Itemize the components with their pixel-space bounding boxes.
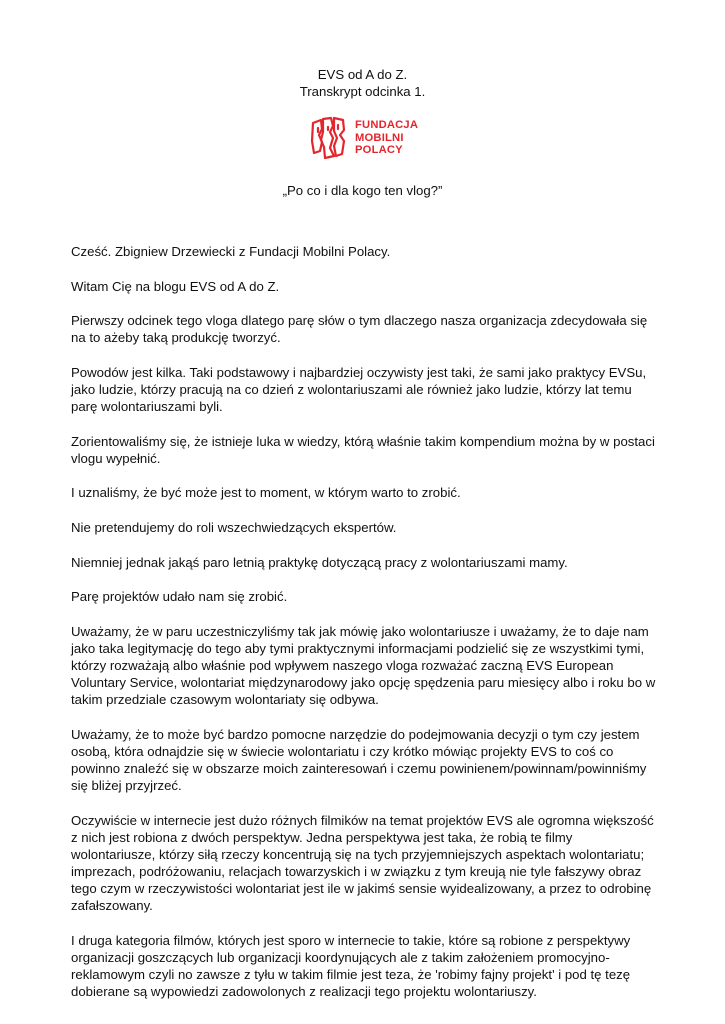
paragraph: Parę projektów udało nam się zrobić. [71, 589, 288, 605]
logo-line-2: MOBILNI [355, 131, 404, 144]
paragraph: Uważamy, że to może być bardzo pomocne narzędzie do podejmowania decyzji o tym czy jestem osobą, która odnajdzie się w świecie wolontariatu i czy krótko mówiąc projekty EVS to coś co powinno znaleźć się w obszarze moich zainteresowań i czemu powinienem/powinnam/powinniśmy się bliżej przyjrzeć. [71, 726, 647, 793]
document-subtitle: Transkrypt odcinka 1. [299, 84, 426, 99]
paragraph: Zorientowaliśmy się, że istnieje luka w wiedzy, którą właśnie takim kompendium można by w postaci vlogu wypełnić. [71, 433, 655, 466]
paragraph: I druga kategoria filmów, których jest sporo w internecie to takie, które są robione z perspektywy organizacji goszczących lub organizacji koordynujących ale z takim założeniem promocyjno-reklamowym czyli no zawsze z tyłu w takim filmie jest teza, że 'robimy fajny projekt' i pod tę tezę dobierane są wypowiedzi zadowolonych z realizacji tego projektu wolontariuszy. [71, 932, 631, 999]
paragraph: Oczywiście w internecie jest dużo różnych filmików na temat projektów EVS ale ogromna większość z nich jest robiona z dwóch perspektyw. Jedna perspektywa jest taka, że robią te filmy wolontariusze, którzy siłą rzeczy koncentrują się na tych przyjemniejszych aspektach wolontariatu; imprezach, podróżowaniu, relacjach towarzyskich i w związku z tym kreują nie tyle fałszywy obraz tego czym w rzeczywistości wolontariat jest ile w jakimś sensie wyidealizowany, a przez to odrobinę zafałszowany. [71, 812, 654, 914]
episode-question: „Po co i dla kogo ten vlog?” [282, 183, 443, 198]
foundation-logo-icon [310, 115, 352, 161]
transcript-body [71, 243, 659, 1018]
paragraph: Pierwszy odcinek tego vloga dlatego parę słów o tym dlaczego nasza organizacja zdecydowała się na to ażeby taką produkcję tworzyć. [71, 313, 648, 346]
paragraph: Cześć. Zbigniew Drzewiecki z Fundacji Mobilni Polacy. [71, 244, 391, 259]
paragraph: Nie pretendujemy do roli wszechwiedzących ekspertów. [71, 519, 397, 535]
paragraph: Niemniej jednak jakąś paro letnią praktykę dotyczącą pracy z wolontariuszami mamy. [71, 554, 568, 570]
foundation-logo [310, 114, 422, 162]
document-title: EVS od A do Z. [317, 67, 408, 82]
foundation-logo-text [355, 119, 418, 157]
logo-line-1: FUNDACJA [355, 119, 419, 132]
document-header [0, 66, 725, 100]
paragraph: Witam Cię na blogu EVS od A do Z. [71, 278, 280, 294]
paragraph: Uważamy, że w paru uczestniczyliśmy tak jak mówię jako wolontariusze i uważamy, że to daje nam jako taka legitymację do tego aby tymi praktycznymi informacjami podzielić się ze wszystkimi tymi, którzy rozważają albo właśnie pod wpływem naszego vloga rozważać zaczną EVS European Voluntary Service, wolontariat międzynarodowy jako opcję spędzenia paru miesięcy albo i roku bo w takim przedziale czasowym wolontariaty się odbywa. [71, 623, 656, 708]
logo-line-3: POLACY [355, 144, 403, 157]
paragraph: Powodów jest kilka. Taki podstawowy i najbardziej oczywisty jest taki, że sami jako praktycy EVSu, jako ludzie, którzy pracują na co dzień z wolontariuszami ale również jako ludzie, którzy lat temu parę wolontariuszami byli. [71, 364, 647, 415]
paragraph: I uznaliśmy, że być może jest to moment, w którym warto to zrobić. [71, 485, 461, 501]
